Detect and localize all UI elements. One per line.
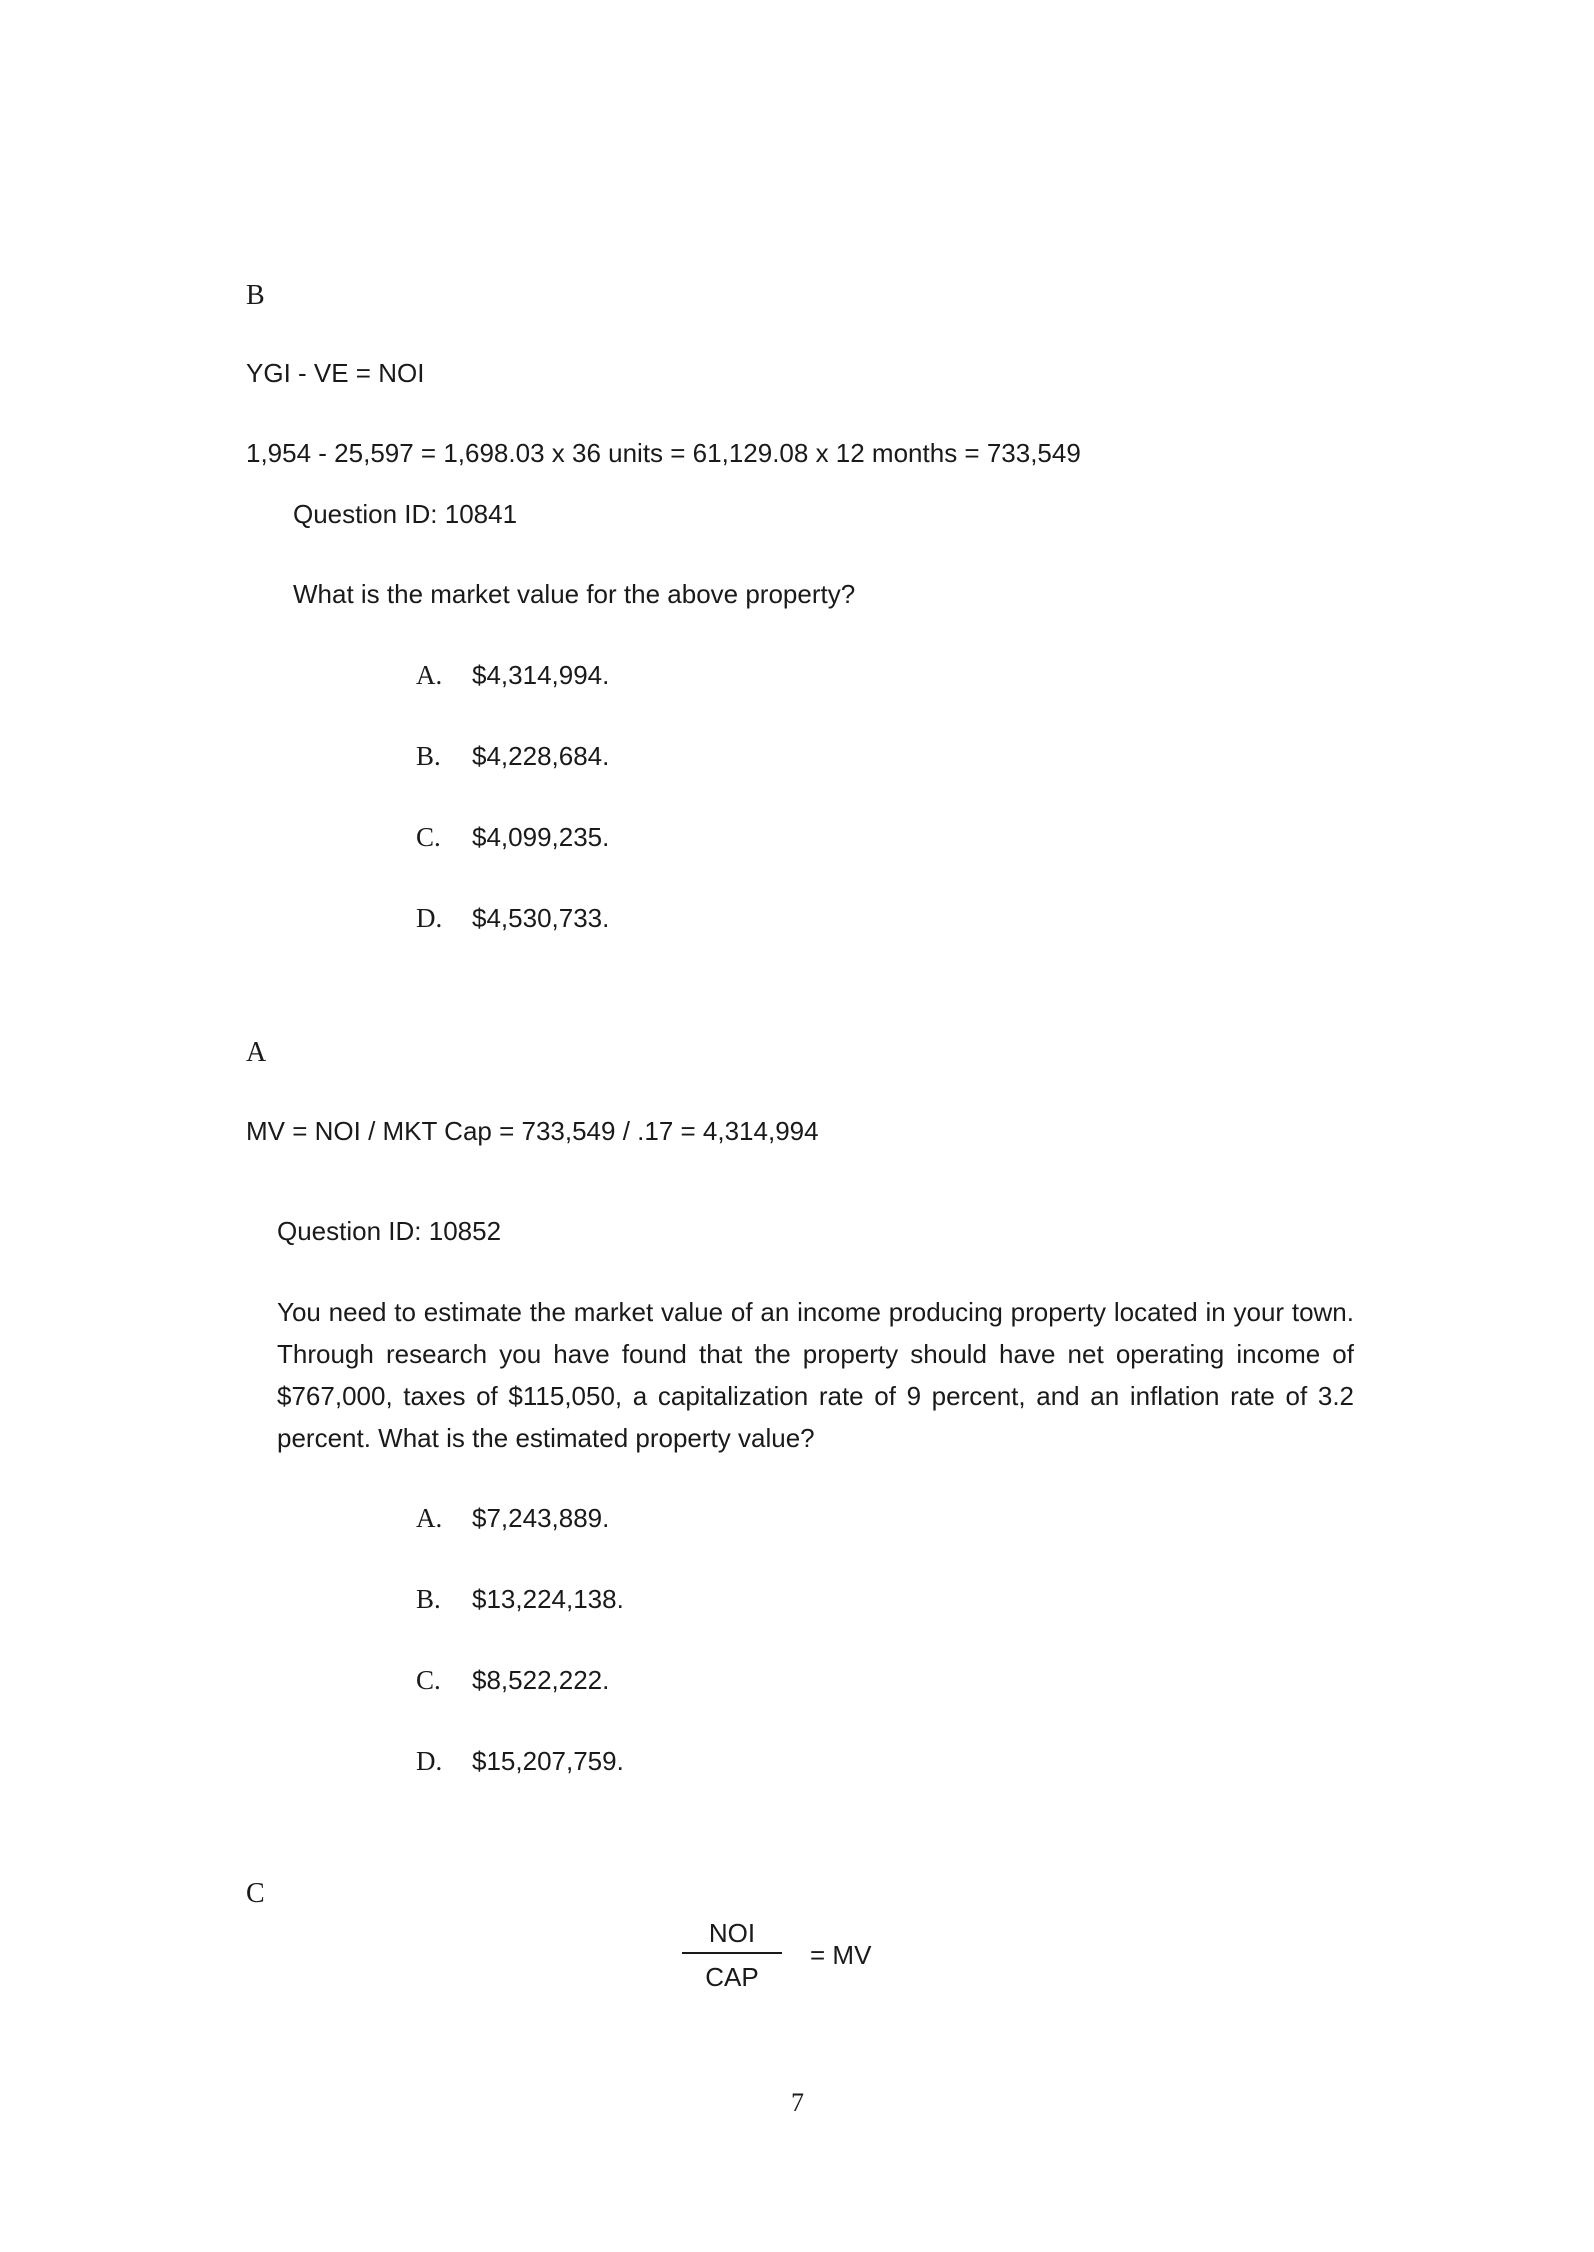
- option-text: $15,207,759.: [472, 1746, 624, 1776]
- formula-denominator: CAP: [705, 1962, 759, 1992]
- question-prompt: You need to estimate the market value of an income producing property located in your town. Through research you have found that the property should have net operating income of $767,000, taxes of $115,050, a capitalization rate of 9 percent, and an inflation rate of 3.2 percent. What is the estimated property value?: [277, 1297, 1354, 1453]
- option-text: $4,530,733.: [472, 903, 610, 933]
- answer-option: [416, 1503, 609, 1534]
- option-letter: A.: [416, 1503, 443, 1533]
- page-number: 7: [791, 2088, 804, 2117]
- question-prompt: What is the market value for the above property?: [293, 579, 856, 609]
- answer-option: [416, 1665, 609, 1696]
- work-line: 1,954 - 25,597 = 1,698.03 x 36 units = 61,129.08 x 12 months = 733,549: [246, 438, 1081, 468]
- answer-letter: A: [246, 1037, 267, 1068]
- option-text: $4,228,684.: [472, 741, 610, 771]
- formula-result: = MV: [810, 1940, 872, 1970]
- answer-letter: C: [246, 1878, 265, 1909]
- option-letter: C.: [416, 1665, 441, 1695]
- option-letter: B.: [416, 1584, 441, 1614]
- question-id: Question ID: 10841: [293, 499, 518, 529]
- option-text: $8,522,222.: [472, 1665, 610, 1695]
- option-text: $7,243,889.: [472, 1503, 610, 1533]
- option-letter: B.: [416, 741, 441, 771]
- option-letter: C.: [416, 822, 441, 852]
- answer-option: [416, 903, 609, 934]
- option-letter: D.: [416, 903, 443, 933]
- option-text: $4,314,994.: [472, 660, 610, 690]
- option-text: $13,224,138.: [472, 1584, 624, 1614]
- question-id: Question ID: 10852: [277, 1216, 502, 1246]
- option-letter: D.: [416, 1746, 443, 1776]
- answer-option: [416, 1584, 624, 1615]
- option-text: $4,099,235.: [472, 822, 610, 852]
- work-line: YGI - VE = NOI: [246, 358, 425, 388]
- answer-letter: B: [246, 280, 265, 311]
- answer-option: [416, 822, 609, 853]
- answer-option: [416, 1746, 624, 1777]
- work-line: MV = NOI / MKT Cap = 733,549 / .17 = 4,314,994: [246, 1116, 819, 1146]
- option-letter: A.: [416, 660, 443, 690]
- formula-fraction: [682, 1918, 782, 1992]
- formula-numerator: NOI: [682, 1918, 782, 1954]
- answer-option: [416, 741, 609, 772]
- answer-option: [416, 660, 609, 691]
